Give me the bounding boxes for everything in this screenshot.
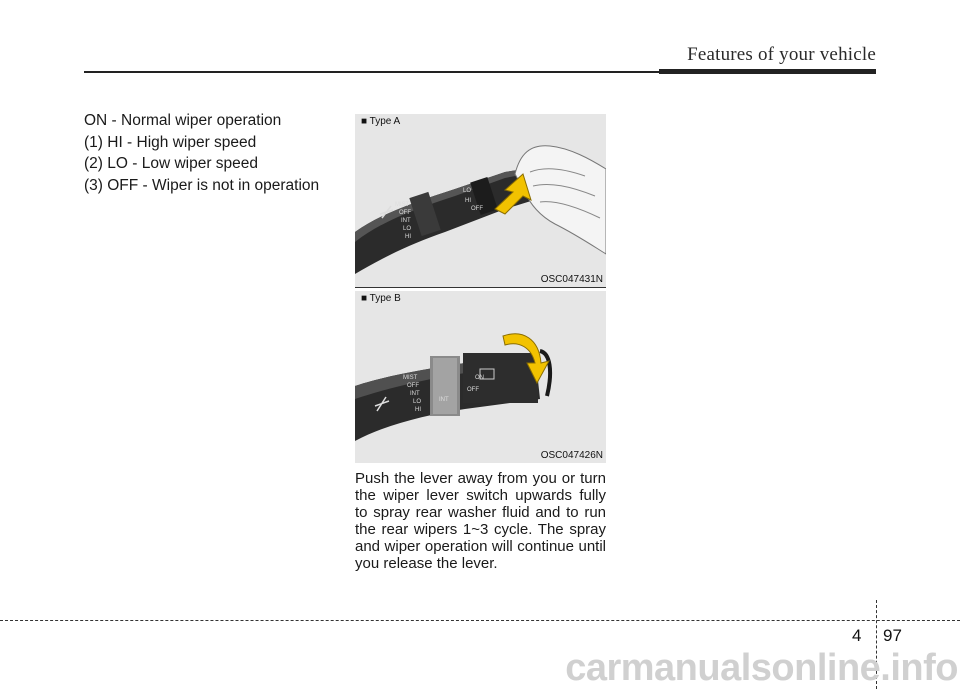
section-title: Features of your vehicle (687, 44, 876, 65)
wiper-lever-illustration-b (355, 291, 606, 463)
switch-position-label: MIST (403, 375, 418, 381)
figure-type-b (355, 291, 606, 463)
type-label: ■ Type A (361, 116, 401, 127)
switch-position-label: OFF (467, 387, 479, 393)
type-label: ■ Type B (361, 293, 401, 304)
list-item: ON - Normal wiper operation (84, 112, 282, 129)
switch-position-label: LO (413, 399, 422, 405)
figure-type-a (355, 114, 606, 287)
watermark-logo: carmanualsonline.info (565, 647, 958, 689)
switch-position-label: MIST (395, 202, 410, 208)
wiper-mode-list (84, 110, 334, 196)
list-item: (3) OFF - Wiper is not in operation (84, 176, 320, 194)
switch-position-label: ON (475, 375, 484, 381)
header-rule-accent (659, 69, 876, 74)
list-item: (1) HI - High wiper speed (84, 133, 257, 151)
figure-divider (355, 287, 606, 288)
switch-position-label: INT (410, 391, 420, 397)
wiper-lever-illustration-a (355, 114, 606, 287)
switch-position-label: LO (463, 188, 472, 194)
header-rule (84, 71, 659, 73)
figure-code: OSC047431N (540, 274, 603, 285)
figure-code: OSC047426N (540, 450, 603, 461)
chapter-number: 4 (852, 626, 862, 645)
list-item: (2) LO - Low wiper speed (84, 155, 259, 172)
footer-rule (0, 620, 960, 621)
switch-position-label: HI (405, 234, 411, 240)
switch-position-label: OFF (407, 383, 419, 389)
switch-position-label: HI (415, 407, 421, 413)
switch-position-label: OFF (471, 206, 483, 212)
switch-position-label: INT (439, 397, 449, 403)
switch-position-label: INT (401, 218, 411, 224)
switch-position-label: HI (465, 198, 471, 204)
page-number: 97 (883, 626, 902, 645)
switch-position-label: LO (403, 226, 412, 232)
switch-position-label: OFF (399, 210, 411, 216)
body-paragraph: Push the lever away from you or turn the wiper lever switch upwards fully to spray rear washer fluid and to run the rear wipers 1~3 cycle. The spray and wiper operation will continue until you release the lever. (355, 470, 606, 572)
